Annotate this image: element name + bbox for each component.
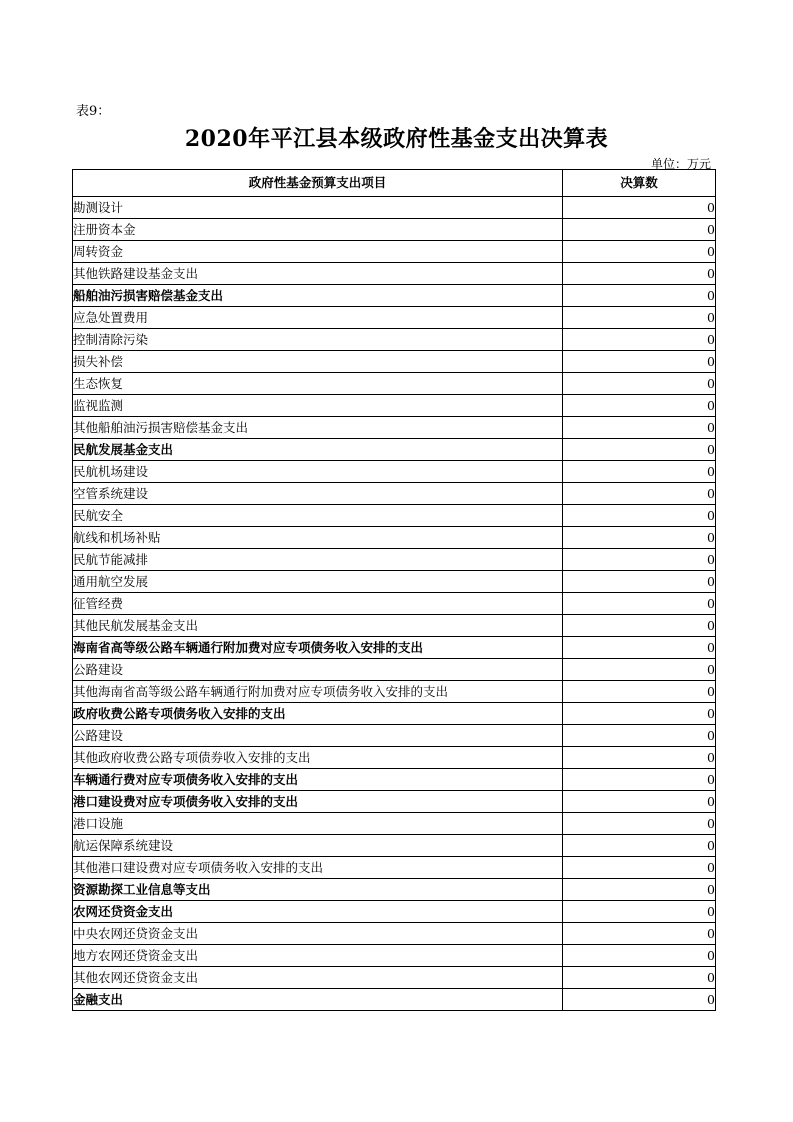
row-item-label: 应急处置费用	[73, 307, 563, 329]
row-item-label: 航线和机场补贴	[73, 527, 563, 549]
row-item-label: 民航机场建设	[73, 461, 563, 483]
row-value: 0	[563, 593, 716, 615]
row-value: 0	[563, 549, 716, 571]
row-value: 0	[563, 417, 716, 439]
unit-label: 单位：万元	[650, 157, 711, 171]
row-value: 0	[563, 747, 716, 769]
row-value: 0	[563, 989, 716, 1011]
table-row	[73, 769, 716, 791]
row-item-label: 航运保障系统建设	[73, 835, 563, 857]
row-value: 0	[563, 901, 716, 923]
row-item-label: 海南省高等级公路车辆通行附加费对应专项债务收入安排的支出	[73, 637, 563, 659]
table-row	[73, 923, 716, 945]
row-value: 0	[563, 461, 716, 483]
table-row	[73, 637, 716, 659]
table-row	[73, 483, 716, 505]
row-value: 0	[563, 615, 716, 637]
table-row	[73, 505, 716, 527]
row-item-label: 其他民航发展基金支出	[73, 615, 563, 637]
row-item-label: 港口设施	[73, 813, 563, 835]
table-row	[73, 219, 716, 241]
row-item-label: 资源勘探工业信息等支出	[73, 879, 563, 901]
table-row	[73, 857, 716, 879]
row-value: 0	[563, 637, 716, 659]
table-row	[73, 373, 716, 395]
row-value: 0	[563, 219, 716, 241]
row-item-label: 政府收费公路专项债务收入安排的支出	[73, 703, 563, 725]
row-item-label: 港口建设费对应专项债务收入安排的支出	[73, 791, 563, 813]
table-row	[73, 527, 716, 549]
table-row	[73, 351, 716, 373]
table-row	[73, 835, 716, 857]
table-row	[73, 901, 716, 923]
row-item-label: 空管系统建设	[73, 483, 563, 505]
row-item-label: 其他农网还贷资金支出	[73, 967, 563, 989]
row-item-label: 车辆通行费对应专项债务收入安排的支出	[73, 769, 563, 791]
row-value: 0	[563, 857, 716, 879]
table-row	[73, 197, 716, 219]
table-header-row	[73, 170, 716, 197]
row-value: 0	[563, 725, 716, 747]
table-row	[73, 263, 716, 285]
table-body	[73, 197, 716, 1011]
table-row	[73, 285, 716, 307]
table-row	[73, 241, 716, 263]
table-row	[73, 329, 716, 351]
row-item-label: 其他港口建设费对应专项债务收入安排的支出	[73, 857, 563, 879]
row-value: 0	[563, 307, 716, 329]
table-row	[73, 439, 716, 461]
table-row	[73, 967, 716, 989]
table-row	[73, 747, 716, 769]
row-value: 0	[563, 945, 716, 967]
page-title: 2020年平江县本级政府性基金支出决算表	[184, 126, 609, 152]
row-value: 0	[563, 659, 716, 681]
row-value: 0	[563, 483, 716, 505]
table-row	[73, 813, 716, 835]
row-item-label: 通用航空发展	[73, 571, 563, 593]
row-value: 0	[563, 791, 716, 813]
row-value: 0	[563, 395, 716, 417]
row-item-label: 金融支出	[73, 989, 563, 1011]
table-row	[73, 307, 716, 329]
row-item-label: 民航发展基金支出	[73, 439, 563, 461]
row-value: 0	[563, 505, 716, 527]
table-row	[73, 725, 716, 747]
row-item-label: 其他政府收费公路专项债券收入安排的支出	[73, 747, 563, 769]
table-row	[73, 945, 716, 967]
table-row	[73, 395, 716, 417]
table-row	[73, 549, 716, 571]
row-item-label: 勘测设计	[73, 197, 563, 219]
table-row	[73, 571, 716, 593]
row-item-label: 公路建设	[73, 659, 563, 681]
row-item-label: 注册资本金	[73, 219, 563, 241]
row-item-label: 农网还贷资金支出	[73, 901, 563, 923]
row-item-label: 民航节能减排	[73, 549, 563, 571]
table-row	[73, 879, 716, 901]
table-row	[73, 989, 716, 1011]
row-item-label: 周转资金	[73, 241, 563, 263]
row-item-label: 生态恢复	[73, 373, 563, 395]
row-value: 0	[563, 241, 716, 263]
table-row	[73, 615, 716, 637]
expenditure-table	[72, 169, 716, 1011]
row-item-label: 民航安全	[73, 505, 563, 527]
row-value: 0	[563, 439, 716, 461]
row-value: 0	[563, 923, 716, 945]
table-row	[73, 703, 716, 725]
row-item-label: 其他铁路建设基金支出	[73, 263, 563, 285]
table-row	[73, 417, 716, 439]
row-value: 0	[563, 769, 716, 791]
row-value: 0	[563, 351, 716, 373]
row-value: 0	[563, 681, 716, 703]
row-value: 0	[563, 571, 716, 593]
row-item-label: 地方农网还贷资金支出	[73, 945, 563, 967]
row-value: 0	[563, 879, 716, 901]
row-item-label: 其他海南省高等级公路车辆通行附加费对应专项债务收入安排的支出	[73, 681, 563, 703]
column-header-item: 政府性基金预算支出项目	[73, 170, 563, 197]
row-value: 0	[563, 835, 716, 857]
table-row	[73, 593, 716, 615]
row-item-label: 船舶油污损害赔偿基金支出	[73, 285, 563, 307]
row-item-label: 损失补偿	[73, 351, 563, 373]
row-value: 0	[563, 263, 716, 285]
row-item-label: 中央农网还贷资金支出	[73, 923, 563, 945]
row-value: 0	[563, 329, 716, 351]
row-value: 0	[563, 285, 716, 307]
table-row	[73, 681, 716, 703]
table-row	[73, 659, 716, 681]
row-value: 0	[563, 813, 716, 835]
row-value: 0	[563, 373, 716, 395]
row-item-label: 其他船舶油污损害赔偿基金支出	[73, 417, 563, 439]
row-item-label: 征管经费	[73, 593, 563, 615]
column-header-value: 决算数	[563, 170, 716, 197]
row-item-label: 监视监测	[73, 395, 563, 417]
row-value: 0	[563, 967, 716, 989]
row-value: 0	[563, 703, 716, 725]
table-number: 表9：	[76, 104, 111, 119]
table-row	[73, 461, 716, 483]
table-row	[73, 791, 716, 813]
row-value: 0	[563, 197, 716, 219]
row-item-label: 公路建设	[73, 725, 563, 747]
row-value: 0	[563, 527, 716, 549]
row-item-label: 控制清除污染	[73, 329, 563, 351]
